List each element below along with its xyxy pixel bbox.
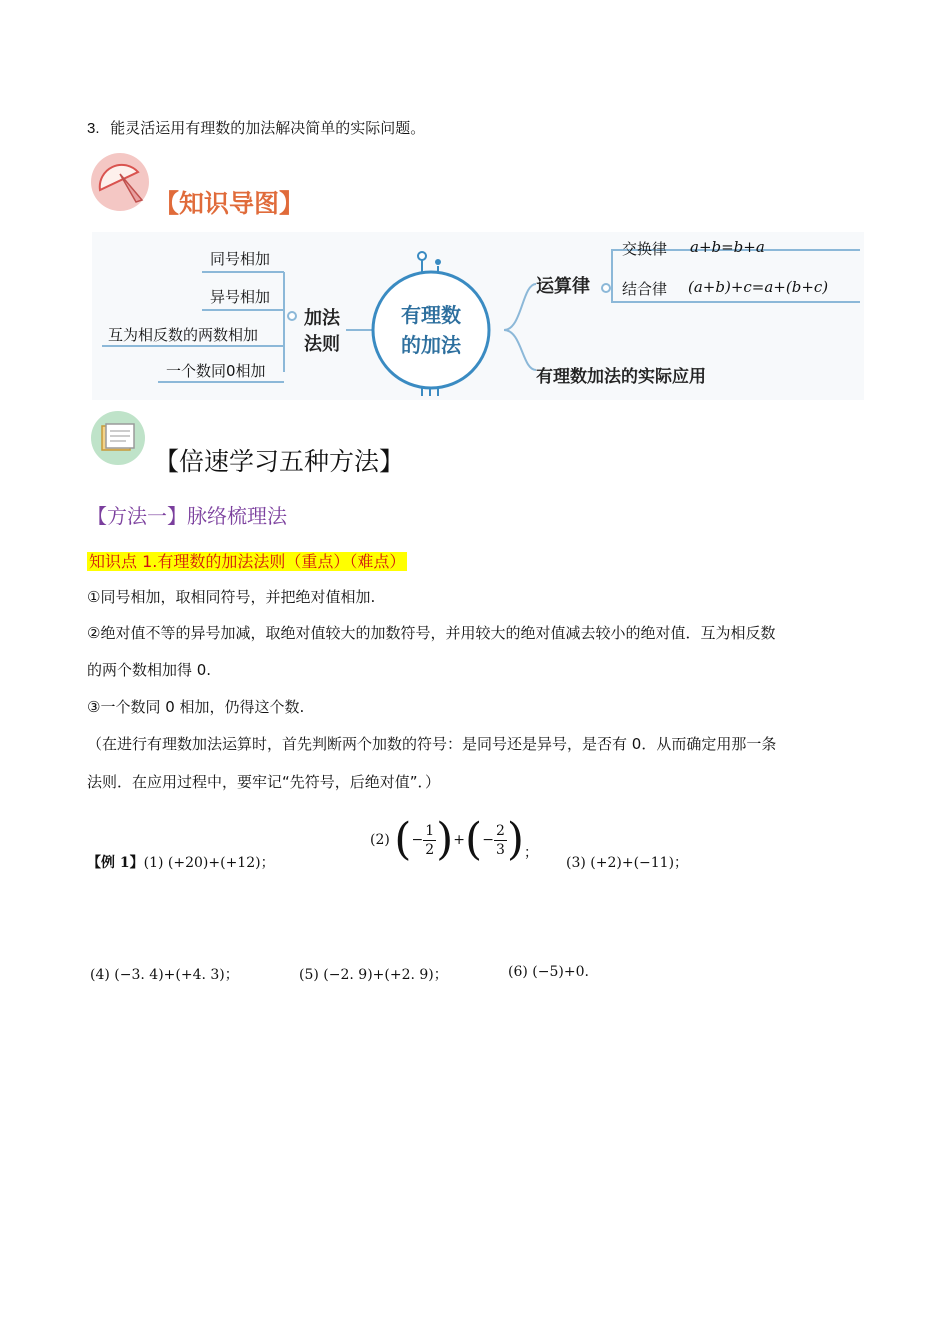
notebook-icon — [90, 410, 146, 466]
note-line-1: （在进行有理数加法运算时，首先判断两个加数的符号：是同号还是异号，是否有 0．从而确定用那一条 — [87, 735, 777, 753]
mindmap-left-label — [304, 306, 340, 358]
example-part-2-suffix: ； — [524, 845, 539, 861]
protractor-icon — [90, 152, 152, 214]
rule-text: 同号相加，取相同符号，并把绝对值相加. — [100, 588, 376, 606]
rule-mark: ① — [87, 588, 101, 606]
mindmap-center-line: 的加法 — [401, 333, 461, 357]
method-one-title: 【方法一】脉络梳理法 — [87, 504, 287, 528]
mindmap-application: 有理数加法的实际应用 — [536, 367, 706, 387]
plus-sign: + — [453, 832, 466, 848]
fraction-1-numerator: 1 — [425, 822, 435, 839]
example-part-2-prefix: (2) — [370, 832, 390, 848]
rule-3 — [87, 697, 304, 717]
example-part-3: (3) (+2)+(−11)； — [566, 855, 689, 871]
knowledge-point-title — [87, 549, 407, 572]
fraction-2-numerator: 2 — [495, 822, 505, 839]
mindmap-law-name: 交换律 — [622, 240, 668, 258]
paren-right: ) — [436, 814, 454, 865]
fraction-2 — [494, 822, 507, 859]
mindmap-center — [392, 300, 470, 360]
knowledge-point-highlight: 知识点 1.有理数的加法法则（重点）（难点） — [89, 552, 406, 571]
note-line-2: 法则．在应用过程中，要牢记“先符号，后绝对值”．） — [87, 773, 441, 791]
example-part-6: (6) (−5)+0. — [508, 964, 589, 980]
objective-line — [87, 118, 425, 139]
mindmap-left-item: 互为相反数的两数相加 — [108, 326, 259, 344]
example-part-5: (5) (−2. 9)+(+2. 9)； — [299, 967, 448, 983]
rule-mark: ② — [87, 624, 101, 642]
rule-mark: ③ — [87, 698, 101, 716]
mindmap-law-formula: (a+b)+c=a+(b+c) — [688, 278, 829, 296]
example-label: 【例 1】 — [87, 855, 144, 871]
mindmap-left-label-line: 加法 — [304, 308, 340, 329]
objective-text: 能灵活运用有理数的加法解决简单的实际问题。 — [110, 119, 426, 137]
mindmap-law-name: 结合律 — [622, 280, 668, 298]
objective-number: 3. — [87, 120, 100, 137]
mindmap-law-formula: a+b=b+a — [690, 238, 765, 256]
fraction-1 — [423, 822, 436, 859]
frac2-sign: − — [482, 832, 494, 848]
knowledge-map-title: 【知识导图】 — [154, 189, 305, 218]
paren-right: ) — [506, 814, 525, 865]
frac1-sign: − — [411, 832, 424, 848]
rule-2 — [87, 623, 775, 643]
mindmap-left-item: 一个数同0相加 — [166, 362, 266, 380]
paren-left: ( — [394, 814, 412, 865]
rule-1 — [87, 587, 375, 607]
rule-text: 绝对值不等的异号加减，取绝对值较大的加数符号，并用较大的绝对值减去较小的绝对值．互为相反数 — [100, 624, 776, 642]
example-1-row-1 — [87, 852, 275, 872]
paren-left: ( — [465, 814, 483, 865]
mindmap-left-item: 异号相加 — [210, 288, 271, 306]
rule-2-continued — [87, 660, 211, 680]
example-part-2 — [370, 814, 539, 866]
fraction-2-denominator: 3 — [495, 841, 505, 858]
example-part-1: (1) (+20)+(+12)； — [143, 855, 275, 871]
methods-title: 【倍速学习五种方法】 — [154, 447, 405, 476]
mindmap-operation-laws: 运算律 — [536, 276, 590, 297]
mindmap-center-line: 有理数 — [401, 303, 461, 327]
rule-text: 一个数同 0 相加，仍得这个数. — [100, 698, 305, 716]
example-part-4: (4) (−3. 4)+(+4. 3)； — [90, 967, 239, 983]
knowledge-mindmap — [92, 232, 864, 400]
rule-text: 的两个数相加得 0. — [87, 661, 212, 679]
mindmap-left-label-line: 法则 — [304, 334, 340, 355]
mindmap-left-item: 同号相加 — [210, 250, 271, 268]
fraction-1-denominator: 2 — [425, 841, 435, 858]
